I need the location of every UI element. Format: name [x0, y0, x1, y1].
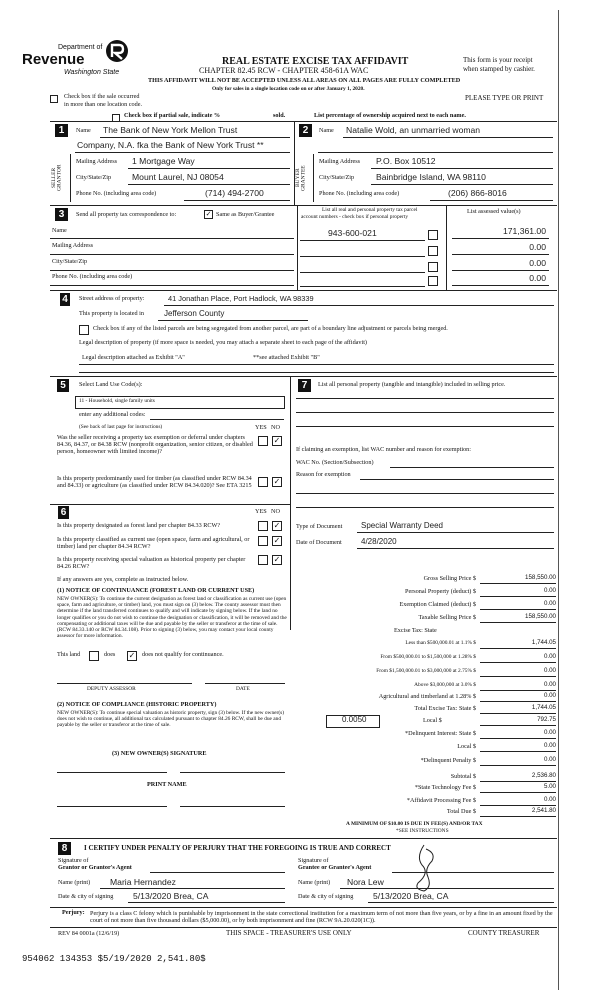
grantee-name: Nora Lew: [347, 877, 384, 887]
buyer-city-label: City/State/Zip: [319, 174, 355, 181]
dept-of-label: Department of: [58, 44, 103, 51]
any-yes-label: If any answers are yes, complete as instructed below.: [57, 576, 189, 583]
buyer-side-label-1: BUYER: [295, 168, 301, 188]
delinquent-local-label: Local $: [457, 743, 476, 750]
assessed-line-3: [452, 270, 549, 271]
this-land-label: This land: [57, 651, 81, 658]
land-does-checkbox[interactable]: [89, 651, 99, 661]
seller-mailing-label: Mailing Address: [76, 158, 118, 165]
partial-sale-label: Check box if partial sale, indicate %: [124, 112, 221, 119]
assessed-line-1: [452, 238, 549, 239]
section-2-number: 2: [299, 124, 312, 137]
sec3-name-line: [50, 238, 294, 239]
local-label: Local $: [423, 717, 442, 724]
delinquent-state: 0.00: [543, 729, 556, 736]
exemption-deduct: 0.00: [543, 600, 556, 607]
buyer-phone: (206) 866-8016: [448, 188, 507, 198]
exemption-claim-label: If claiming an exemption, list WAC number and reason for exemption:: [296, 446, 471, 453]
section-5-number: 5: [57, 379, 69, 392]
personal-property-checkbox-4[interactable]: [428, 276, 438, 286]
sec6-question-2: Is this property classified as current use (open space, farm and agricultural, or timber) land per chapter 84.34 RCW?: [57, 536, 250, 551]
parcel-line-3: [300, 272, 425, 273]
doc-date: 4/28/2020: [361, 537, 397, 546]
multi-location-label-1: Check box if the sale occurred: [64, 93, 140, 100]
sec6-yes-header: YES: [255, 508, 267, 515]
bracket-2-label: From $500,000.01 to $1,500,000 at 1.28% $: [380, 654, 476, 660]
county-treasurer: COUNTY TREASURER: [468, 929, 540, 937]
bracket-5-value: 0.00: [543, 692, 556, 699]
not-qualify-label: does not qualify for continuance.: [142, 651, 224, 658]
buyer-side-divider: [313, 154, 314, 202]
grantee-sig-of-label: Signature of: [298, 857, 329, 864]
grantor-agent-label: Grantor or Grantor's Agent: [58, 864, 132, 871]
total-state-line: [480, 713, 556, 714]
doc-date-line: [357, 548, 554, 549]
section-1-number: 1: [55, 124, 68, 137]
grantor-sig-of-label: Signature of: [58, 857, 89, 864]
seller-mailing-line: [128, 168, 290, 169]
tech-fee: 5.00: [543, 783, 556, 790]
delinquent-local-line: [480, 751, 556, 752]
sec5-no-header: NO: [271, 424, 280, 431]
same-as-buyer-checkbox[interactable]: ✓: [205, 210, 212, 218]
buyer-side-label: [296, 158, 307, 198]
sec6-top-border: [50, 504, 290, 505]
assessed-header: List assessed value(s): [467, 208, 521, 215]
legal-line-1: [79, 364, 554, 365]
gross-price: 158,550.00: [525, 574, 556, 581]
assessed-line-2: [452, 254, 549, 255]
certify-statement: I CERTIFY UNDER PENALTY OF PERJURY THAT THE FOREGOING IS TRUE AND CORRECT: [84, 844, 391, 852]
gross-price-line: [480, 583, 556, 584]
see-back-label: (See back of last page for instructions): [79, 424, 163, 430]
seller-name-line-1: [100, 137, 290, 138]
reason-line-3: [296, 507, 554, 508]
street-line: [164, 305, 554, 306]
reason-label: Reason for exemption: [296, 471, 351, 478]
buyer-mailing: P.O. Box 10512: [376, 156, 436, 166]
local-tax-line: [480, 725, 556, 726]
sec12-top-border: [50, 121, 557, 122]
multi-location-checkbox[interactable]: [50, 95, 58, 103]
single-location-note: Only for sales in a single location code on or after January 1, 2020.: [212, 86, 365, 92]
personal-property-checkbox-2[interactable]: [428, 246, 438, 256]
sec3-city-label: City/State/Zip: [52, 258, 88, 265]
sec6-q3-yes-checkbox[interactable]: [258, 555, 268, 565]
sec6-q3-no-checkbox[interactable]: ✓: [273, 555, 281, 564]
bracket-3-line: [480, 676, 556, 677]
seller-name-2: Company, N.A. fka the Bank of New York Trust **: [77, 140, 264, 150]
form-title: REAL ESTATE EXCISE TAX AFFIDAVIT: [222, 56, 409, 67]
seller-side-divider: [70, 154, 71, 202]
assessed-value-3: 0.00: [529, 258, 546, 268]
type-or-print: PLEASE TYPE OR PRINT: [465, 94, 544, 102]
parcel-line-2: [300, 256, 425, 257]
segregated-checkbox[interactable]: [79, 325, 89, 335]
legal-description-label: Legal description of property (if more space is needed, you may attach a separate sheet to each page of the affidavit): [79, 339, 367, 346]
personal-property-deduct-line: [480, 596, 556, 597]
dor-logo-icon: [104, 37, 130, 65]
print-name-line-1: [57, 806, 167, 807]
sec3-mailing-line: [50, 254, 294, 255]
sec8-top-border: [50, 838, 557, 839]
grantee-date-label: Date & city of signing: [298, 893, 354, 900]
buyer-name-line-2: [318, 152, 553, 153]
legal-exhibit-a: Legal description attached as Exhibit "A": [82, 354, 185, 361]
deputy-assessor-label: DEPUTY ASSESSOR: [87, 686, 136, 692]
exemption-deduct-line: [480, 609, 556, 610]
notice-1-title: (1) NOTICE OF CONTINUANCE (FOREST LAND OR CURRENT USE): [57, 587, 255, 594]
sec5-top-border: [50, 376, 557, 377]
bracket-3-label: From $1,500,000.01 to $3,000,000 at 2.75% $: [376, 668, 476, 674]
seller-phone-label: Phone No. (including area code): [76, 190, 157, 197]
sec6-no-header: NO: [271, 508, 280, 515]
footer-bottom-border: [50, 927, 557, 928]
dept-state-label: Washington State: [64, 69, 120, 76]
total-state-label: Total Excise Tax: State $: [414, 705, 476, 712]
doc-date-label: Date of Document: [296, 539, 342, 546]
county-line: [158, 320, 308, 321]
form-chapter: CHAPTER 82.45 RCW - CHAPTER 458-61A WAC: [199, 66, 369, 75]
gross-price-label: Gross Selling Price $: [423, 575, 476, 582]
parcel-line-4: [300, 286, 425, 287]
buyer-phone-line: [430, 200, 553, 201]
sec5-q1-yes-checkbox[interactable]: [258, 436, 268, 446]
penalty-line: [480, 765, 556, 766]
notice-1-body: NEW OWNER(S): To continue the current designation as forest land or classification as current use (open space, farm and agriculture, or timber) land, you must sign on (3) below. The county assessor must then determine if the land transferred continues to qualify and will indicate by signing below. If the land no longer qualifies or you do not wish to continue the designation or classification, it will be removed and the compensating or additional taxes will be due and payable by the seller or transferor at the time of sale. (RCW 84.33.140 or RCW 84.34.108). Prior to signing (3) below, you may contact your local county assessor for more information.: [57, 596, 287, 640]
treasurer-space: THIS SPACE - TREASURER'S USE ONLY: [226, 929, 352, 937]
total-due: 2,541.80: [531, 807, 556, 814]
taxable-price-label: Taxable Selling Price $: [418, 614, 476, 621]
receipt-note-2: when stamped by cashier.: [463, 65, 535, 73]
grantee-date: 5/13/2020 Brea, CA: [373, 891, 449, 901]
receipt-note-1: This form is your receipt: [463, 56, 533, 64]
buyer-city-line: [371, 184, 553, 185]
deputy-date-line: [205, 683, 285, 684]
bracket-4-label: Above $3,000,000 at 3.0% $: [414, 682, 476, 688]
sec3-name-label: Name: [52, 227, 67, 234]
seller-mailing: 1 Mortgage Way: [132, 156, 195, 166]
notice-2-title: (2) NOTICE OF COMPLIANCE (HISTORIC PROPERTY): [57, 701, 217, 708]
grantor-name-label: Name (print): [58, 879, 91, 886]
doc-type-label: Type of Document: [296, 523, 343, 530]
seller-name-1: The Bank of New York Mellon Trust: [103, 125, 238, 135]
sold-label: sold.: [273, 112, 286, 119]
grantee-agent-label: Grantee or Grantee's Agent: [298, 864, 372, 871]
section-7-number: 7: [298, 379, 311, 392]
assessed-value-4: 0.00: [529, 273, 546, 283]
new-owner-signature-label: (3) NEW OWNER(S) SIGNATURE: [112, 750, 207, 757]
sec3-divider-2: [446, 205, 447, 290]
assessed-line-4: [452, 285, 549, 286]
bracket-2-line: [480, 662, 556, 663]
excise-state-header: Excise Tax: State: [394, 627, 437, 634]
subtotal: 2,536.80: [531, 772, 556, 779]
bracket-4-line: [480, 690, 556, 691]
bracket-4-value: 0.00: [543, 681, 556, 688]
segregated-label: Check box if any of the listed parcels are being segregated from another parcel, are part of a boundary line adjustment or parcels being merged.: [93, 325, 448, 332]
sec3-bottom-border: [50, 290, 557, 291]
buyer-side-label-2: GRANTEE: [300, 165, 307, 191]
parcel-header-1: List all real and personal property tax parcel: [322, 207, 418, 213]
sec5-q2-yes-checkbox[interactable]: [258, 477, 268, 487]
sec3-divider-1: [297, 205, 298, 290]
taxable-price-line: [480, 622, 556, 623]
deputy-date-label: DATE: [236, 686, 250, 692]
subtotal-label: Subtotal $: [450, 773, 476, 780]
parcel-number: 943-600-021: [328, 228, 377, 238]
multi-location-label-2: in more than one location code.: [64, 101, 143, 108]
cashier-stamp: 954062 134353 $5/19/2020 2,541.80$: [22, 954, 206, 964]
street-address-label: Street address of property:: [79, 295, 145, 302]
parcel-header-2: account numbers - check box if personal property: [301, 214, 409, 220]
bracket-5-line: [480, 701, 556, 702]
seller-phone: (714) 494-2700: [205, 188, 264, 198]
ownership-pct-label: List percentage of ownership acquired next to each name.: [314, 112, 466, 119]
sec12-divider: [294, 121, 295, 205]
personal-property-line-1: [296, 398, 554, 399]
additional-codes-label: enter any additional codes:: [79, 411, 146, 418]
delinquent-state-label: *Delinquent Interest: State $: [405, 730, 476, 737]
new-owner-sig-line-2: [180, 772, 285, 773]
new-owner-sig-line-1: [57, 772, 167, 773]
perjury-text: Perjury is a class C felony which is punishable by imprisonment in the state correctional institution for a maximum term of not more than five years, or by a fine in an amount fixed by the court of not more than five thousand dollars ($5,000.00), or by both imprisonment and fine (RCW 9A.20.020(1C)).: [90, 910, 553, 925]
dept-revenue-label: Revenue: [22, 51, 85, 68]
seller-name-line-2: [75, 152, 290, 153]
street-address: 41 Jonathan Place, Port Hadlock, WA 98339: [168, 294, 314, 303]
sec3-phone-line: [50, 285, 294, 286]
does-label: does: [104, 651, 116, 658]
section-4-number: 4: [60, 293, 70, 306]
county-name: Jefferson County: [164, 309, 225, 318]
personal-property-line-3: [296, 426, 554, 427]
minimum-due-note: A MINIMUM OF $10.00 IS DUE IN FEE(S) AND/OR TAX: [346, 821, 483, 827]
sec6-q2-no-checkbox[interactable]: ✓: [273, 536, 281, 545]
legal-exhibit-b: **see attached Exhibit "B": [253, 354, 320, 361]
reason-line-2: [296, 493, 554, 494]
buyer-mailing-line: [371, 168, 553, 169]
delinquent-local: 0.00: [543, 742, 556, 749]
sec6-q1-yes-checkbox[interactable]: [258, 521, 268, 531]
sec3-mailing-label: Mailing Address: [52, 242, 94, 249]
grantee-name-label: Name (print): [298, 879, 331, 886]
grantor-name: Maria Hernandez: [110, 877, 176, 887]
seller-city-line: [128, 184, 290, 185]
bracket-1-value: 1,744.05: [531, 639, 556, 646]
rev-number: REV 84 0001a (12/6/19): [58, 930, 120, 937]
assessed-value-2: 0.00: [529, 242, 546, 252]
sec3-phone-label: Phone No. (including area code): [52, 273, 133, 280]
tech-fee-line: [480, 792, 556, 793]
section-8-number: 8: [58, 842, 71, 855]
personal-property-checkbox-3[interactable]: [428, 262, 438, 272]
buyer-phone-label: Phone No. (including area code): [319, 190, 400, 197]
parcel-line-1: [300, 240, 425, 241]
buyer-name-line-1: [343, 137, 553, 138]
legal-line-2: [79, 372, 554, 373]
sec5-question-1: Was the seller receiving a property tax exemption or deferral under chapters 84.36, 84.37, or 84.38 RCW (nonprofit organization, senior citizen, or disabled person, homeowner with limited income)?: [57, 434, 253, 456]
sec6-q1-no-checkbox[interactable]: ✓: [273, 521, 281, 530]
buyer-mailing-label: Mailing Address: [319, 158, 361, 165]
assessed-value-1: 171,361.00: [502, 226, 546, 236]
buyer-name-1: Natalie Wold, an unmarried woman: [346, 125, 481, 135]
grantee-name-line: [340, 888, 554, 889]
affidavit-fee-label: *Affidavit Processing Fee $: [406, 797, 476, 804]
sec5-q2-no-checkbox[interactable]: ✓: [273, 477, 281, 486]
seller-name-label: Name: [76, 127, 91, 134]
exemption-deduct-label: Exemption Claimed (deduct) $: [399, 601, 476, 608]
wac-line: [390, 467, 554, 468]
personal-property-line-2: [296, 412, 554, 413]
doc-type: Special Warranty Deed: [361, 521, 443, 530]
taxable-price: 158,550.00: [525, 613, 556, 620]
same-as-buyer-label: Same as Buyer/Grantee: [216, 211, 275, 218]
form-warning: THIS AFFIDAVIT WILL NOT BE ACCEPTED UNLESS ALL AREAS ON ALL PAGES ARE FULLY COMPLETED: [148, 77, 461, 84]
grantor-sig-line: [150, 872, 285, 873]
land-use-label: Select Land Use Code(s):: [79, 381, 143, 388]
print-name-line-2: [180, 806, 285, 807]
seller-side-label-2: GRANTOR: [56, 164, 63, 192]
total-state: 1,744.05: [531, 704, 556, 711]
grantor-date-line: [128, 902, 285, 903]
sec6-question-1: Is this property designated as forest land per chapter 84.33 RCW?: [57, 522, 221, 529]
seller-side-label-1: SELLER: [51, 167, 57, 189]
total-due-label: Total Due $: [446, 808, 476, 815]
bracket-2-value: 0.00: [543, 653, 556, 660]
sec5-yes-header: YES: [255, 424, 267, 431]
affidavit-fee-line: [480, 805, 556, 806]
print-name-label: PRINT NAME: [147, 781, 187, 788]
local-rate: 0.0050: [342, 715, 367, 724]
deputy-sig-line: [57, 683, 192, 684]
local-tax: 792.75: [537, 716, 556, 723]
bracket-1-label: Less than $500,000.01 at 1.1% $: [405, 640, 476, 646]
bracket-5-label: Agricultural and timberland at 1.28% $: [378, 693, 476, 700]
buyer-city: Bainbridge Island, WA 98110: [376, 172, 486, 182]
subtotal-line: [480, 781, 556, 782]
penalty: 0.00: [543, 756, 556, 763]
doc-type-line: [357, 532, 554, 533]
perjury-label: Perjury:: [62, 909, 85, 916]
personal-property-checkbox-1[interactable]: [428, 230, 438, 240]
total-due-line: [480, 816, 556, 817]
grantor-date-label: Date & city of signing: [58, 893, 114, 900]
footer-top-border: [50, 907, 557, 908]
personal-property-deduct: 0.00: [543, 587, 556, 594]
section-6-number: 6: [58, 506, 69, 519]
send-correspondence-label: Send all property tax correspondence to:: [76, 211, 177, 218]
buyer-name-label: Name: [319, 127, 334, 134]
land-use-code: 11 - Household, single family units: [79, 398, 155, 404]
grantor-name-line: [100, 888, 285, 889]
personal-property-label: List all personal property (tangible and intangible) included in selling price.: [318, 381, 506, 388]
affidavit-fee: 0.00: [543, 796, 556, 803]
sec5-question-2: Is this property predominantly used for timber (as classified under RCW 84.34 and 84.33) or agriculture (as classified under RCW 84.34.020)? See ETA 3215: [57, 475, 252, 490]
penalty-label: *Delinquent Penalty $: [420, 757, 476, 764]
notice-2-body: NEW OWNER(S): To continue special valuation as historic property, sign (3) below. If the new owner(s) does not wish to continue, all additional tax calculated pursuant to chapter 84.26 RCW, shall be due and payable by the seller or transferor at the time of sale.: [57, 710, 285, 729]
additional-codes-line: [150, 419, 284, 420]
tech-fee-label: *State Technology Fee $: [414, 784, 476, 791]
land-does-not-checkbox[interactable]: ✓: [128, 651, 136, 660]
sec5-7-divider: [290, 376, 291, 630]
section-3-number: 3: [55, 208, 68, 221]
see-instructions: *SEE INSTRUCTIONS: [396, 828, 449, 834]
grantor-date: 5/13/2020 Brea, CA: [133, 891, 209, 901]
personal-property-deduct-label: Personal Property (deduct) $: [405, 588, 476, 595]
sec12-bottom-border: [50, 205, 557, 206]
reason-line-1: [360, 479, 554, 480]
wac-label: WAC No. (Section/Subsection): [296, 459, 374, 466]
bracket-1-line: [480, 648, 556, 649]
sec6-q2-yes-checkbox[interactable]: [258, 536, 268, 546]
delinquent-state-line: [480, 738, 556, 739]
scan-edge-line: [558, 10, 559, 990]
seller-city-label: City/State/Zip: [76, 174, 112, 181]
sec3-city-line: [50, 270, 294, 271]
seller-side-label: [52, 158, 63, 198]
seller-phone-line: [184, 200, 290, 201]
seller-city: Mount Laurel, NJ 08054: [132, 172, 224, 182]
grantee-date-line: [368, 902, 554, 903]
sec5-q1-no-checkbox[interactable]: ✓: [273, 436, 281, 445]
located-in-label: This property is located in: [79, 310, 144, 317]
bracket-3-value: 0.00: [543, 667, 556, 674]
sec6-question-3: Is this property receiving special valuation as historical property per chapter 84.26 RCW?: [57, 556, 246, 571]
